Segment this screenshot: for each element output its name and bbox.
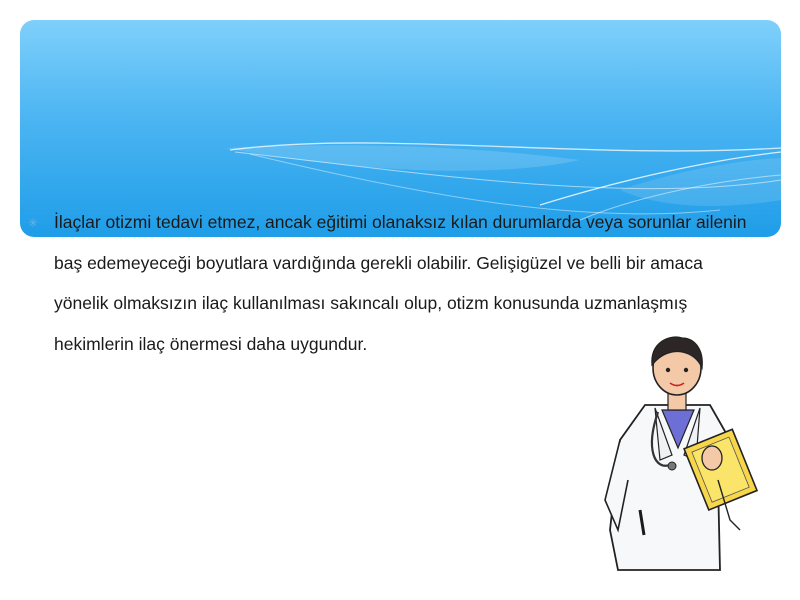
doctor-clipboard-icon [600,330,770,580]
star-bullet-icon: ✳ [28,216,39,230]
paragraph-text: İlaçlar otizmi tedavi etmez, ancak eğitimi olanaksız kılan durumlarda veya sorunlar ailenin baş edemeyeceği boyutlara vardığında gerekli olabilir. Gelişigüzel ve belli bir amaca yönelik olmaksızın ilaç kullanılması sakıncalı olup, otizm konusunda uzmanlaşmış hekimlerin ilaç önermesi daha uygundur. [54,212,747,354]
